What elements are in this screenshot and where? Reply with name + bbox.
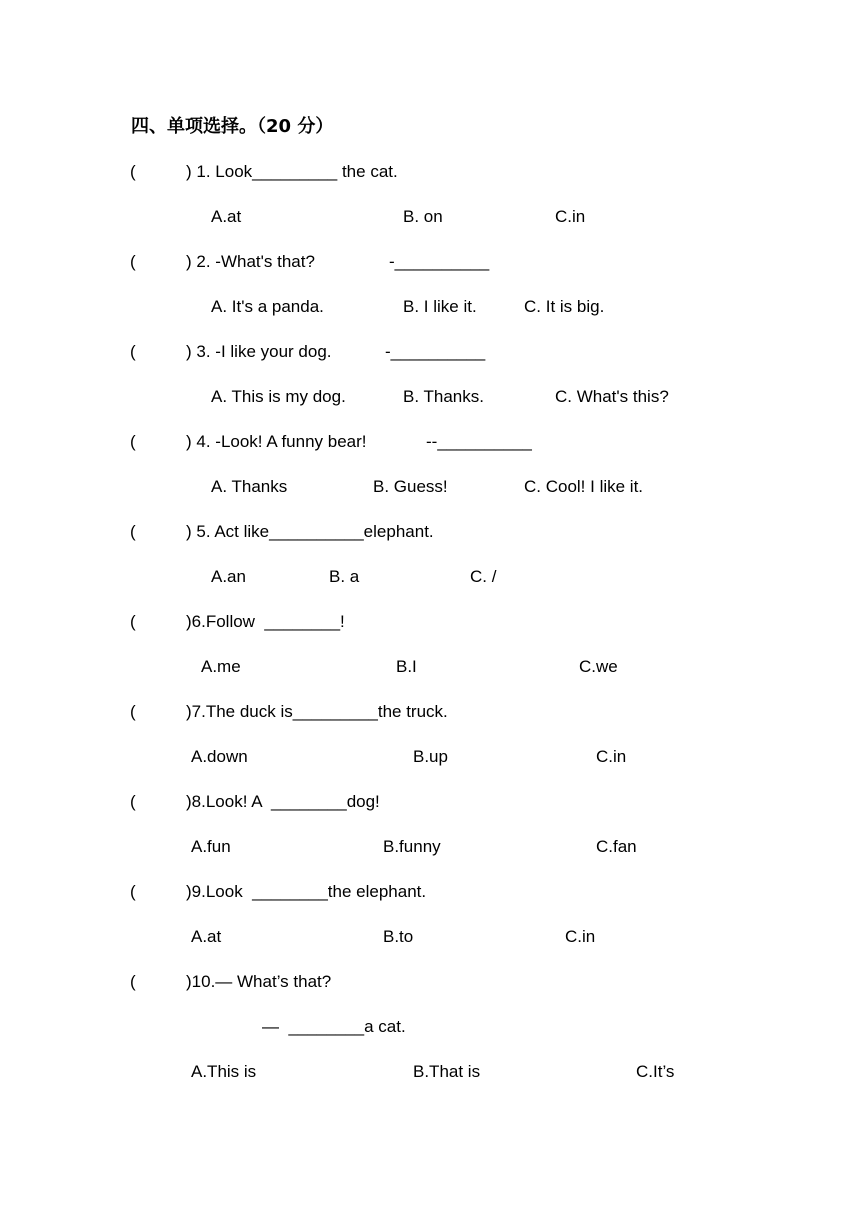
answer-paren: ( [130, 432, 136, 451]
answer-paren: ( [130, 612, 136, 631]
option-a-4: A. Thanks [211, 477, 288, 496]
option-b-3: B. Thanks. [403, 387, 484, 406]
option-b-6: B.I [396, 657, 417, 676]
option-a-5: A.an [211, 567, 246, 586]
answer-paren: ( [130, 252, 136, 271]
answer-paren: ( [130, 522, 136, 541]
option-b-5: B. a [329, 567, 360, 586]
answer-paren: ( [130, 702, 136, 721]
option-a-6: A.me [201, 657, 241, 676]
option-b-10: B.That is [413, 1062, 481, 1081]
option-b-4: B. Guess! [373, 477, 448, 496]
option-a-1: A.at [211, 207, 242, 226]
answer-blank-4: --__________ [426, 432, 532, 451]
question-stem-5: ) 5. Act like__________elephant. [186, 522, 434, 541]
option-a-10: A.This is [191, 1062, 257, 1081]
question-stem-4: ) 4. -Look! A funny bear! [186, 432, 367, 451]
option-a-9: A.at [191, 927, 222, 946]
answer-blank-2: -__________ [389, 252, 490, 271]
question-stem-8: )8.Look! A ________dog! [186, 792, 380, 811]
option-a-3: A. This is my dog. [211, 387, 346, 406]
option-b-2: B. I like it. [403, 297, 477, 316]
section-title: 四、单项选择。（20 分） [131, 116, 334, 137]
option-b-9: B.to [383, 927, 414, 946]
option-a-2: A. It's a panda. [211, 297, 324, 316]
answer-blank-3: -__________ [385, 342, 486, 361]
question-stem-1: ) 1. Look_________ the cat. [186, 162, 398, 181]
option-c-10: C.It’s [636, 1062, 675, 1081]
option-c-2: C. It is big. [524, 297, 605, 316]
question-stem-6: )6.Follow ________! [186, 612, 345, 631]
option-c-4: C. Cool! I like it. [524, 477, 644, 496]
option-b-7: B.up [413, 747, 448, 766]
option-a-7: A.down [191, 747, 248, 766]
question-stem-2: ) 2. -What's that? [186, 252, 315, 271]
option-c-3: C. What's this? [555, 387, 669, 406]
option-b-1: B. on [403, 207, 443, 226]
option-c-9: C.in [565, 927, 596, 946]
answer-blank-10: — ________a cat. [262, 1017, 406, 1036]
answer-paren: ( [130, 882, 136, 901]
question-stem-3: ) 3. -I like your dog. [186, 342, 332, 361]
option-b-8: B.funny [383, 837, 441, 856]
option-a-8: A.fun [191, 837, 231, 856]
question-stem-10: )10.— What’s that? [186, 972, 332, 991]
option-c-7: C.in [596, 747, 627, 766]
answer-paren: ( [130, 162, 136, 181]
question-stem-9: )9.Look ________the elephant. [186, 882, 427, 901]
option-c-8: C.fan [596, 837, 637, 856]
answer-paren: ( [130, 972, 136, 991]
option-c-5: C. / [470, 567, 497, 586]
question-stem-7: )7.The duck is_________the truck. [186, 702, 448, 721]
option-c-6: C.we [579, 657, 618, 676]
option-c-1: C.in [555, 207, 586, 226]
answer-paren: ( [130, 792, 136, 811]
answer-paren: ( [130, 342, 136, 361]
